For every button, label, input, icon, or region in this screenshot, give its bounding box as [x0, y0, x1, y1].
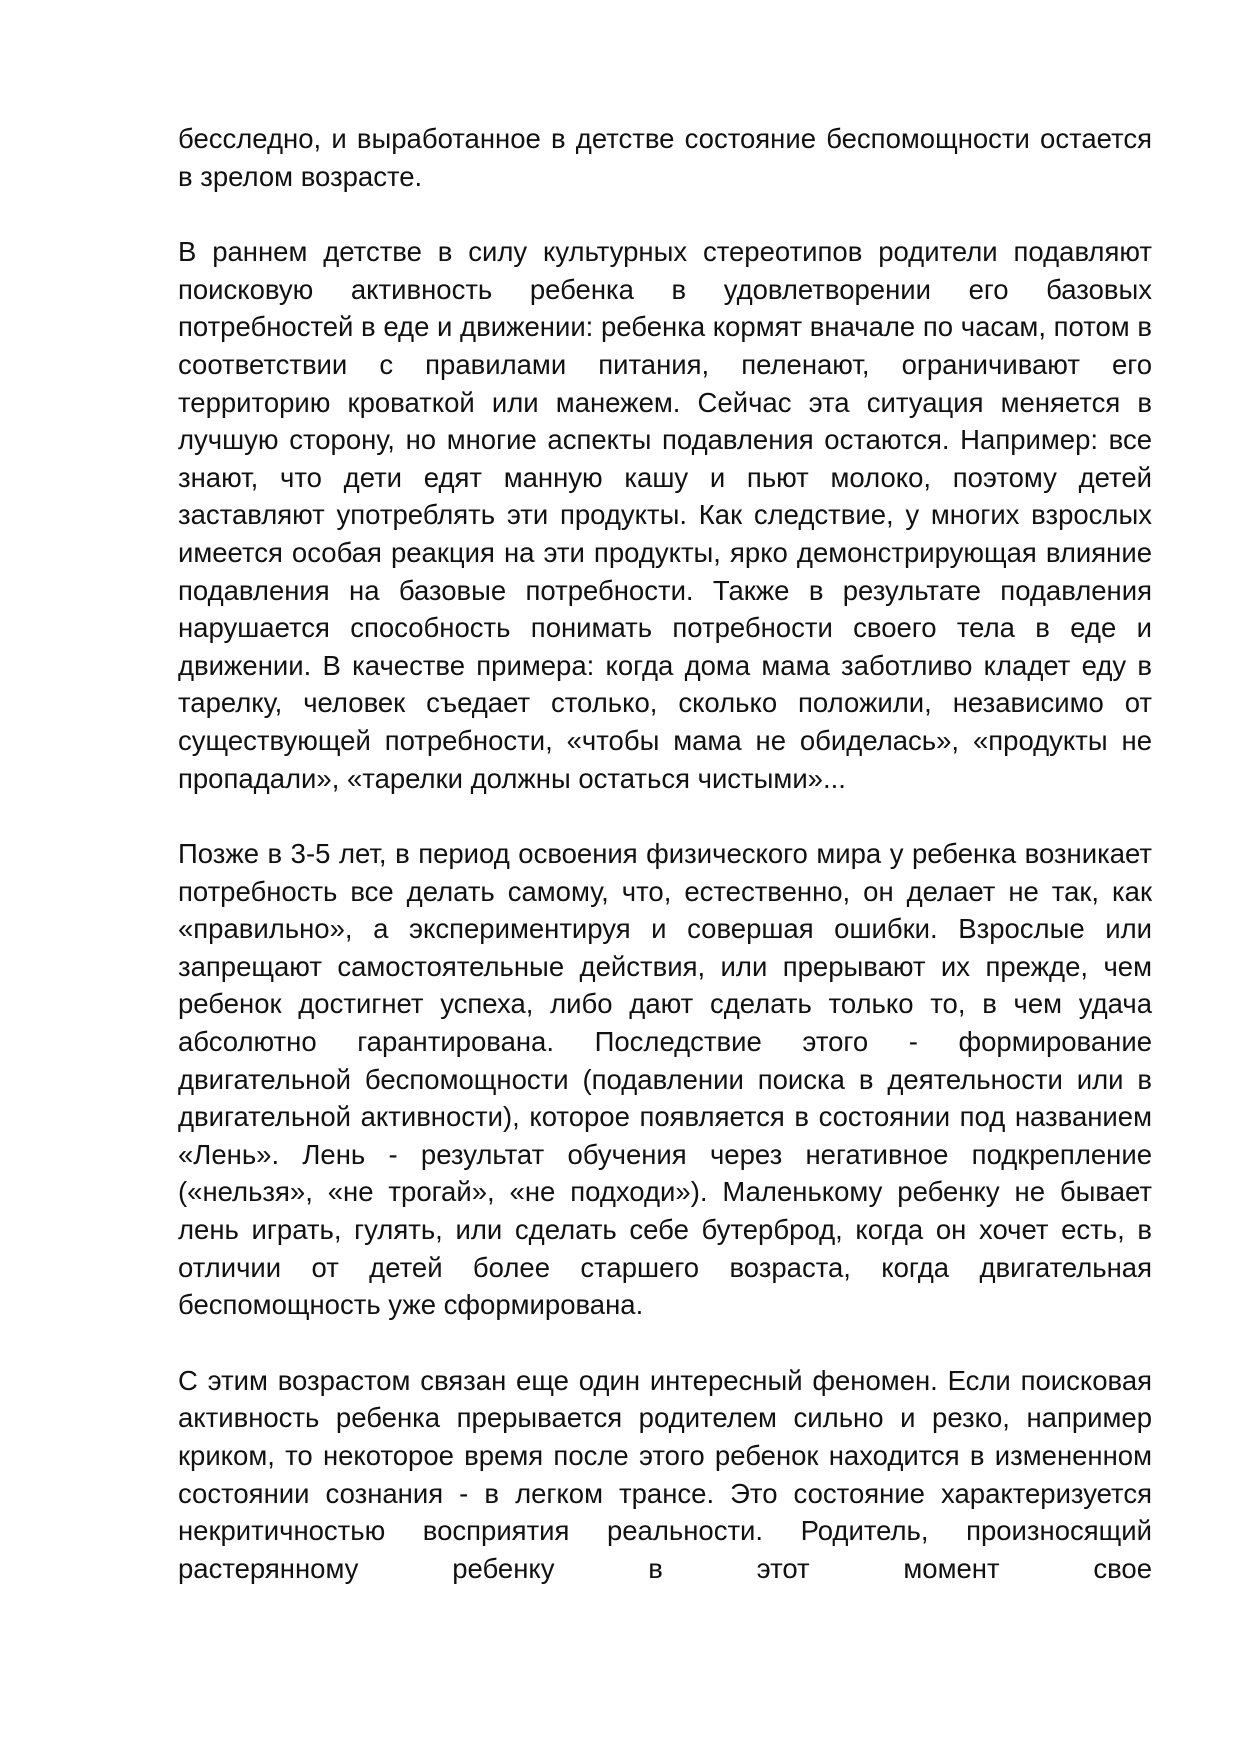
- paragraph-2: В раннем детстве в силу культурных стереотипов родители подавляют поисковую активность ребенка в удовлетворении его базовых потребностей в еде и движении: ребенка кормят вначале по часам, потом в соответствии с правилами питания, пеленают, ограничивают его территорию кроваткой или манежем. Сейчас эта ситуация меняется в лучшую сторону, но многие аспекты подавления остаются. Например: все знают, что дети едят манную кашу и пьют молоко, поэтому детей заставляют употреблять эти продукты. Как следствие, у многих взрослых имеется особая реакция на эти продукты, ярко демонстрирующая влияние подавления на базовые потребности. Также в результате подавления нарушается способность понимать потребности своего тела в еде и движении. В качестве примера: когда дома мама заботливо кладет еду в тарелку, человек съедает столько, сколько положили, независимо от существующей потребности, «чтобы мама не обиделась», «продукты не пропадали», «тарелки должны остаться чистыми»...: [178, 236, 1152, 794]
- paragraph-1: бесследно, и выработанное в детстве состояние беспомощности остается в зрелом возрасте.: [178, 123, 1152, 192]
- paragraph-3: Позже в 3-5 лет, в период освоения физического мира у ребенка возникает потребность все делать самому, что, естественно, он делает не так, как «правильно», а экспериментируя и совершая ошибки. Взрослые или запрещают самостоятельные действия, или прерывают их прежде, чем ребенок достигнет успеха, либо дают сделать только то, в чем удача абсолютно гарантирована. Последствие этого - формирование двигательной беспомощности (подавлении поиска в деятельности или в двигательной активности), которое появляется в состоянии под названием «Лень». Лень - результат обучения через негативное подкрепление («нельзя», «не трогай», «не подходи»). Маленькому ребенку не бывает лень играть, гулять, или сделать себе бутерброд, когда он хочет есть, в отличии от детей более старшего возраста, когда двигательная беспомощность уже сформирована.: [178, 838, 1152, 1321]
- paragraph-4: С этим возрастом связан еще один интересный феномен. Если поисковая активность ребенка прерывается родителем сильно и резко, например криком, то некоторое время после этого ребенок находится в измененном состоянии сознания - в легком трансе. Это состояние характеризуется некритичностью восприятия реальности. Родитель, произносящий растерянному ребенку в этот момент свое: [178, 1364, 1152, 1584]
- document-page: [178, 120, 1152, 1587]
